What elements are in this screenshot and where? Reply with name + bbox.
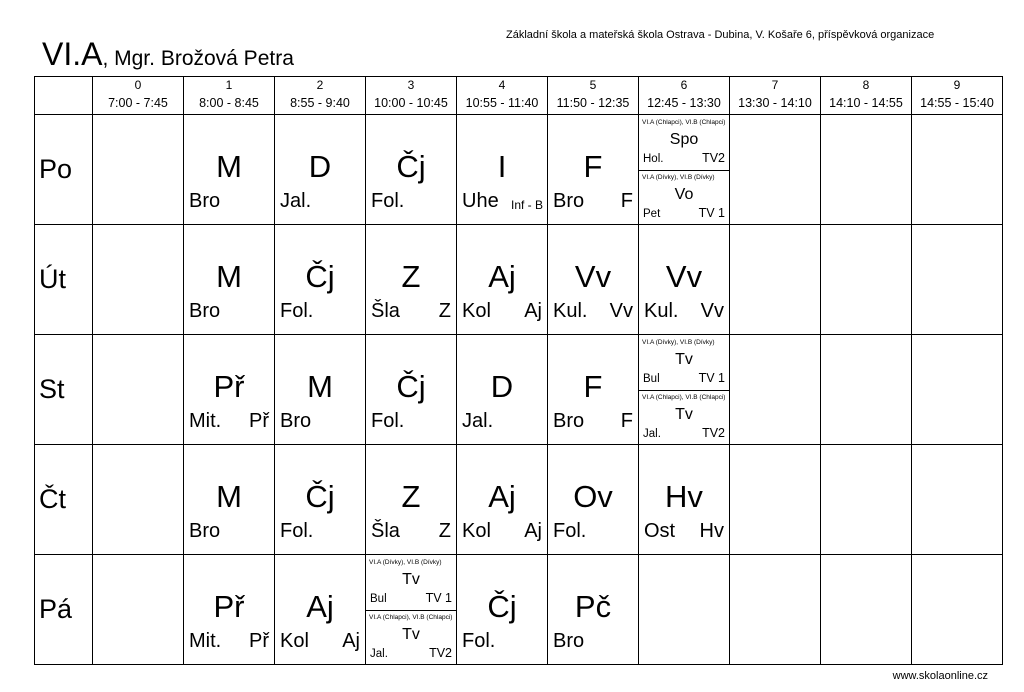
subject: Ov bbox=[573, 479, 613, 514]
room: TV2 bbox=[429, 646, 452, 660]
subject: Aj bbox=[488, 259, 516, 294]
empty-cell bbox=[93, 225, 184, 335]
lesson-cell[interactable] bbox=[548, 555, 639, 665]
teacher: Bro bbox=[553, 410, 585, 432]
school-name: Základní škola a mateřská škola Ostrava - Dubina, V. Košaře 6, příspěvková organizace bbox=[506, 29, 935, 41]
lesson-cell[interactable] bbox=[457, 335, 548, 445]
teacher: Jal. bbox=[370, 648, 388, 660]
subject: Př bbox=[213, 369, 245, 404]
empty-cell bbox=[730, 335, 821, 445]
lesson-cell[interactable] bbox=[457, 225, 548, 335]
group-label: VI.A (Chlapci), VI.B (Chlapci) bbox=[642, 119, 726, 126]
empty-cell bbox=[821, 335, 912, 445]
lesson-cell[interactable] bbox=[548, 115, 639, 225]
lesson-cell[interactable] bbox=[366, 335, 457, 445]
room: Aj bbox=[524, 520, 542, 542]
room: Aj bbox=[342, 630, 360, 652]
empty-cell bbox=[730, 445, 821, 555]
day-row bbox=[35, 555, 1003, 665]
teacher: Fol. bbox=[553, 520, 587, 542]
lesson-cell[interactable] bbox=[275, 555, 366, 665]
lesson-cell[interactable] bbox=[548, 445, 639, 555]
empty-cell bbox=[821, 445, 912, 555]
period-time: 8:55 - 9:40 bbox=[275, 93, 366, 115]
corner-cell bbox=[35, 93, 93, 115]
lesson-cell[interactable] bbox=[184, 445, 275, 555]
day-row bbox=[35, 225, 1003, 335]
subject: F bbox=[583, 369, 603, 404]
subject: M bbox=[216, 259, 242, 294]
teacher: Fol. bbox=[371, 410, 405, 432]
subject: Tv bbox=[402, 571, 420, 588]
lesson-cell[interactable] bbox=[184, 555, 275, 665]
teacher: Bro bbox=[189, 520, 221, 542]
group-lesson[interactable] bbox=[366, 610, 456, 665]
room: Z bbox=[438, 300, 451, 322]
lesson-cell[interactable] bbox=[366, 115, 457, 225]
subject: Vv bbox=[574, 259, 612, 294]
empty-cell bbox=[730, 115, 821, 225]
room: Aj bbox=[524, 300, 542, 322]
group-label: VI.A (Dívky), VI.B (Dívky) bbox=[642, 174, 715, 181]
empty-cell bbox=[93, 115, 184, 225]
room: F bbox=[620, 190, 633, 212]
subject: M bbox=[216, 479, 242, 514]
class-name: VI.A bbox=[42, 36, 103, 72]
teacher: Bro bbox=[553, 190, 585, 212]
room: Z bbox=[438, 520, 451, 542]
subject: Aj bbox=[488, 479, 516, 514]
teacher: Šla bbox=[371, 300, 400, 322]
teacher: Šla bbox=[371, 520, 400, 542]
teacher: Kol bbox=[462, 520, 491, 542]
subject: Čj bbox=[396, 149, 426, 184]
room: TV2 bbox=[702, 151, 725, 165]
lesson-cell[interactable] bbox=[184, 225, 275, 335]
period-time: 8:00 - 8:45 bbox=[184, 93, 275, 115]
room: Př bbox=[249, 630, 269, 652]
page-title bbox=[42, 38, 294, 70]
teacher: Jal. bbox=[462, 410, 494, 432]
subject: I bbox=[497, 149, 507, 184]
period-time: 13:30 - 14:10 bbox=[730, 93, 821, 115]
lesson-cell[interactable] bbox=[366, 445, 457, 555]
empty-cell bbox=[93, 335, 184, 445]
period-number: 3 bbox=[366, 77, 457, 93]
room: TV 1 bbox=[698, 371, 725, 385]
teacher: Kol bbox=[462, 300, 491, 322]
teacher: Mit. bbox=[189, 630, 222, 652]
room: Hv bbox=[699, 520, 724, 542]
period-number: 0 bbox=[93, 77, 184, 93]
lesson-cell[interactable] bbox=[275, 115, 366, 225]
group-lesson[interactable] bbox=[639, 390, 729, 445]
lesson-cell[interactable] bbox=[366, 225, 457, 335]
subject: Čj bbox=[305, 259, 335, 294]
lesson-cell[interactable] bbox=[457, 115, 548, 225]
period-time: 14:55 - 15:40 bbox=[912, 93, 1003, 115]
day-label: Po bbox=[35, 115, 93, 225]
lesson-cell[interactable] bbox=[275, 225, 366, 335]
group-lesson[interactable] bbox=[639, 335, 729, 391]
day-row bbox=[35, 445, 1003, 555]
group-lesson[interactable] bbox=[366, 555, 456, 611]
lesson-cell[interactable] bbox=[639, 445, 730, 555]
subject: D bbox=[308, 149, 332, 184]
empty-cell bbox=[821, 225, 912, 335]
group-label: VI.A (Chlapci), VI.B (Chlapci) bbox=[642, 394, 726, 401]
empty-cell bbox=[912, 555, 1003, 665]
empty-cell bbox=[821, 555, 912, 665]
empty-cell bbox=[93, 555, 184, 665]
lesson-cell[interactable] bbox=[275, 335, 366, 445]
timetable bbox=[34, 76, 1003, 665]
empty-cell bbox=[912, 445, 1003, 555]
teacher: Bro bbox=[553, 630, 585, 652]
teacher: Fol. bbox=[371, 190, 405, 212]
lesson-cell[interactable] bbox=[184, 335, 275, 445]
room: Př bbox=[249, 410, 269, 432]
lesson-cell[interactable] bbox=[184, 115, 275, 225]
period-number: 4 bbox=[457, 77, 548, 93]
room: Inf - B bbox=[510, 198, 543, 212]
teacher: Bul bbox=[370, 593, 387, 605]
period-time: 11:50 - 12:35 bbox=[548, 93, 639, 115]
subject: Z bbox=[401, 479, 421, 514]
day-row bbox=[35, 335, 1003, 445]
lesson-cell[interactable] bbox=[639, 225, 730, 335]
subject: Pč bbox=[574, 589, 612, 624]
teacher: Jal. bbox=[643, 428, 661, 440]
lesson-cell[interactable] bbox=[548, 335, 639, 445]
period-time: 10:55 - 11:40 bbox=[457, 93, 548, 115]
teacher: Kul. bbox=[553, 300, 588, 322]
period-number: 8 bbox=[821, 77, 912, 93]
corner-cell bbox=[35, 77, 93, 93]
subject: Z bbox=[401, 259, 421, 294]
period-time: 14:10 - 14:55 bbox=[821, 93, 912, 115]
subject: F bbox=[583, 149, 603, 184]
teacher: Fol. bbox=[462, 630, 496, 652]
teacher: Bro bbox=[189, 190, 221, 212]
room: TV 1 bbox=[425, 591, 452, 605]
empty-cell bbox=[730, 555, 821, 665]
room: Vv bbox=[609, 300, 633, 322]
empty-cell bbox=[639, 555, 730, 665]
teacher: Mit. bbox=[189, 410, 222, 432]
teacher: Kol bbox=[280, 630, 309, 652]
subject: Tv bbox=[675, 406, 693, 423]
teacher: Hol. bbox=[643, 153, 664, 165]
teacher: Fol. bbox=[280, 300, 314, 322]
teacher: Fol. bbox=[280, 520, 314, 542]
subject: Tv bbox=[675, 351, 693, 368]
empty-cell bbox=[912, 115, 1003, 225]
teacher: Bul bbox=[643, 373, 660, 385]
lesson-cell[interactable] bbox=[457, 555, 548, 665]
subject: Vo bbox=[674, 186, 694, 203]
room: TV 1 bbox=[698, 206, 725, 220]
day-row bbox=[35, 115, 1003, 225]
lesson-cell[interactable] bbox=[457, 445, 548, 555]
group-lesson[interactable] bbox=[639, 170, 729, 225]
period-time: 7:00 - 7:45 bbox=[93, 93, 184, 115]
day-label: Pá bbox=[35, 555, 93, 665]
class-teacher: , Mgr. Brožová Petra bbox=[102, 47, 294, 70]
subject: Př bbox=[213, 589, 245, 624]
lesson-cell[interactable] bbox=[548, 225, 639, 335]
teacher: Kul. bbox=[644, 300, 679, 322]
lesson-cell[interactable] bbox=[639, 335, 730, 445]
period-number: 7 bbox=[730, 77, 821, 93]
day-label: Út bbox=[35, 225, 93, 335]
period-time: 12:45 - 13:30 bbox=[639, 93, 730, 115]
room: F bbox=[620, 410, 633, 432]
empty-cell bbox=[93, 445, 184, 555]
subject: Aj bbox=[306, 589, 334, 624]
period-time: 10:00 - 10:45 bbox=[366, 93, 457, 115]
subject: Čj bbox=[305, 479, 335, 514]
group-label: VI.A (Chlapci), VI.B (Chlapci) bbox=[369, 614, 453, 621]
group-lesson[interactable] bbox=[639, 115, 729, 171]
group-label: VI.A (Dívky), VI.B (Dívky) bbox=[369, 559, 442, 566]
empty-cell bbox=[821, 115, 912, 225]
footer-link[interactable]: www.skolaonline.cz bbox=[892, 670, 988, 682]
lesson-cell[interactable] bbox=[275, 445, 366, 555]
teacher: Ost bbox=[644, 520, 676, 542]
period-number: 5 bbox=[548, 77, 639, 93]
period-number: 2 bbox=[275, 77, 366, 93]
teacher: Pet bbox=[643, 208, 661, 220]
subject: Spo bbox=[669, 131, 699, 148]
subject: Čj bbox=[487, 589, 517, 624]
lesson-cell[interactable] bbox=[366, 555, 457, 665]
empty-cell bbox=[912, 335, 1003, 445]
group-label: VI.A (Dívky), VI.B (Dívky) bbox=[642, 339, 715, 346]
subject: M bbox=[216, 149, 242, 184]
teacher: Uhe bbox=[462, 190, 499, 212]
subject: D bbox=[490, 369, 514, 404]
subject: M bbox=[307, 369, 333, 404]
day-label: St bbox=[35, 335, 93, 445]
period-number: 1 bbox=[184, 77, 275, 93]
subject: Čj bbox=[396, 369, 426, 404]
teacher: Bro bbox=[189, 300, 221, 322]
subject: Tv bbox=[402, 626, 420, 643]
room: Vv bbox=[700, 300, 724, 322]
lesson-cell[interactable] bbox=[639, 115, 730, 225]
subject: Hv bbox=[665, 479, 703, 514]
teacher: Jal. bbox=[280, 190, 312, 212]
day-label: Čt bbox=[35, 445, 93, 555]
period-number: 6 bbox=[639, 77, 730, 93]
teacher: Bro bbox=[280, 410, 312, 432]
empty-cell bbox=[912, 225, 1003, 335]
empty-cell bbox=[730, 225, 821, 335]
room: TV2 bbox=[702, 426, 725, 440]
period-number: 9 bbox=[912, 77, 1003, 93]
subject: Vv bbox=[665, 259, 703, 294]
